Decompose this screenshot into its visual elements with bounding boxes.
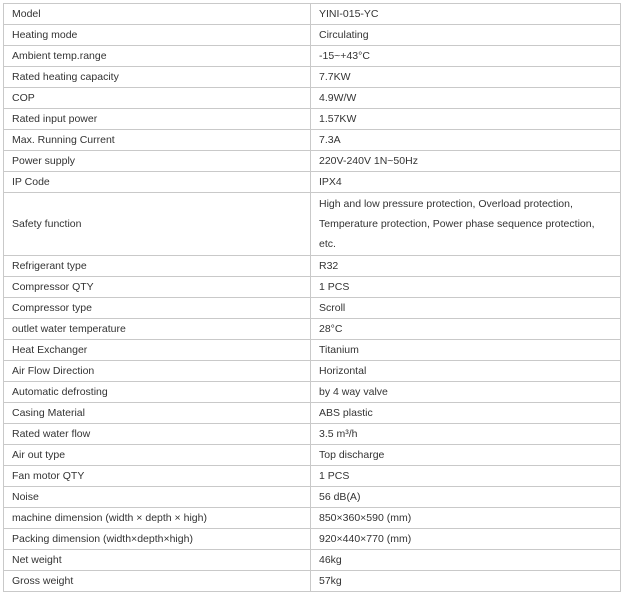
table-row <box>4 4 621 25</box>
spec-value: 850×360×590 (mm) <box>311 508 621 529</box>
table-row <box>4 109 621 130</box>
table-row <box>4 319 621 340</box>
spec-value: Titanium <box>311 340 621 361</box>
spec-value: IPX4 <box>311 172 621 193</box>
spec-label: Rated water flow <box>4 424 311 445</box>
spec-value: High and low pressure protection, Overload protection, Temperature protection, Power phase sequence protection, etc. <box>311 193 621 256</box>
spec-label: Safety function <box>4 193 311 256</box>
spec-label: Net weight <box>4 550 311 571</box>
table-row <box>4 151 621 172</box>
spec-label: Casing Material <box>4 403 311 424</box>
table-row <box>4 571 621 592</box>
table-row <box>4 46 621 67</box>
table-row <box>4 361 621 382</box>
spec-label: Gross weight <box>4 571 311 592</box>
spec-value: -15~+43°C <box>311 46 621 67</box>
table-row <box>4 130 621 151</box>
spec-value: 57kg <box>311 571 621 592</box>
spec-label: Compressor QTY <box>4 277 311 298</box>
spec-label: Air out type <box>4 445 311 466</box>
spec-value: Horizontal <box>311 361 621 382</box>
table-row <box>4 487 621 508</box>
table-row <box>4 172 621 193</box>
spec-label: Heating mode <box>4 25 311 46</box>
spec-value: Scroll <box>311 298 621 319</box>
spec-table <box>3 3 621 592</box>
spec-value: 7.3A <box>311 130 621 151</box>
spec-label: Max. Running Current <box>4 130 311 151</box>
spec-value: 28°C <box>311 319 621 340</box>
spec-value: 7.7KW <box>311 67 621 88</box>
spec-value: 1 PCS <box>311 466 621 487</box>
spec-label: Automatic defrosting <box>4 382 311 403</box>
spec-label: Model <box>4 4 311 25</box>
table-row <box>4 277 621 298</box>
table-row <box>4 382 621 403</box>
spec-value: Circulating <box>311 25 621 46</box>
spec-value: 3.5 m³/h <box>311 424 621 445</box>
spec-value: R32 <box>311 256 621 277</box>
spec-label: Refrigerant type <box>4 256 311 277</box>
table-row <box>4 193 621 256</box>
spec-label: Noise <box>4 487 311 508</box>
spec-label: outlet water temperature <box>4 319 311 340</box>
spec-table-body <box>4 4 621 592</box>
table-row <box>4 550 621 571</box>
table-row <box>4 529 621 550</box>
spec-label: Heat Exchanger <box>4 340 311 361</box>
table-row <box>4 25 621 46</box>
spec-label: Compressor type <box>4 298 311 319</box>
spec-label: Rated input power <box>4 109 311 130</box>
spec-label: Fan motor QTY <box>4 466 311 487</box>
spec-value: ABS plastic <box>311 403 621 424</box>
table-row <box>4 298 621 319</box>
spec-value: 56 dB(A) <box>311 487 621 508</box>
spec-value: 4.9W/W <box>311 88 621 109</box>
spec-label: Ambient temp.range <box>4 46 311 67</box>
spec-label: COP <box>4 88 311 109</box>
spec-label: Air Flow Direction <box>4 361 311 382</box>
spec-value: 220V-240V 1N~50Hz <box>311 151 621 172</box>
table-row <box>4 340 621 361</box>
table-row <box>4 508 621 529</box>
table-row <box>4 67 621 88</box>
spec-value: Top discharge <box>311 445 621 466</box>
spec-value: 1 PCS <box>311 277 621 298</box>
spec-value: 1.57KW <box>311 109 621 130</box>
spec-value: 46kg <box>311 550 621 571</box>
spec-label: Power supply <box>4 151 311 172</box>
table-row <box>4 445 621 466</box>
spec-label: Rated heating capacity <box>4 67 311 88</box>
table-row <box>4 466 621 487</box>
spec-label: IP Code <box>4 172 311 193</box>
spec-label: Packing dimension (width×depth×high) <box>4 529 311 550</box>
spec-label: machine dimension (width × depth × high) <box>4 508 311 529</box>
table-row <box>4 424 621 445</box>
spec-value: YINI-015-YC <box>311 4 621 25</box>
table-row <box>4 256 621 277</box>
spec-value: 920×440×770 (mm) <box>311 529 621 550</box>
spec-value: by 4 way valve <box>311 382 621 403</box>
table-row <box>4 403 621 424</box>
table-row <box>4 88 621 109</box>
